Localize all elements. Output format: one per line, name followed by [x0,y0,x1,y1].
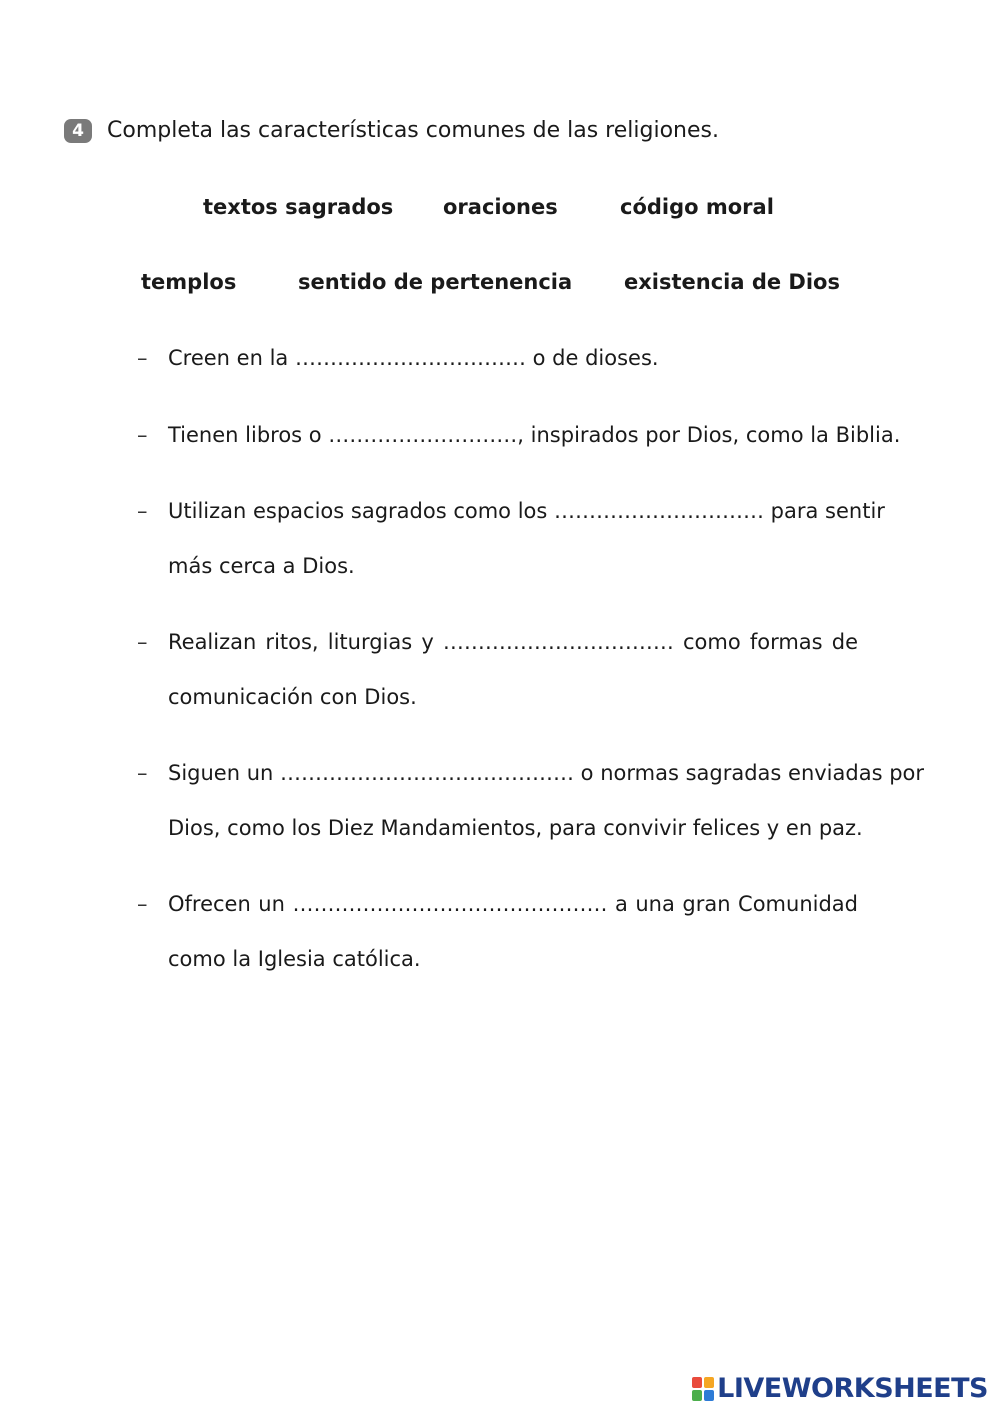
item-text-line: Siguen un …………………………………… o normas sagradas enviadas por [168,761,925,785]
logo-text: LIVEWORKSHEETS [717,1373,988,1404]
word-bank-item[interactable]: templos [141,270,237,294]
liveworksheets-logo [692,1373,988,1404]
item-text-line: Dios, como los Diez Mandamientos, para convivir felices y en paz. [168,816,863,840]
exercise-number-badge: 4 [64,119,92,143]
logo-grid-icon [692,1377,714,1401]
item-text-line: Tienen libros o ………………………, inspirados por Dios, como la Biblia. [168,423,901,447]
word-bank-item[interactable]: oraciones [443,195,558,219]
exercise-header [64,118,719,143]
list-dash: – [137,423,148,447]
item-text-line: Ofrecen un ……………………………………… a una gran Comunidad [168,892,858,916]
logo-square-red [692,1377,702,1388]
logo-square-orange [704,1377,714,1388]
word-bank-item[interactable]: existencia de Dios [624,270,840,294]
item-text-line: comunicación con Dios. [168,685,417,709]
list-dash: – [137,346,148,370]
list-dash: – [137,499,148,523]
list-dash: – [137,630,148,654]
logo-square-green [692,1390,702,1401]
exercise-instruction: Completa las características comunes de las religiones. [107,118,719,143]
word-bank-item[interactable]: sentido de pertenencia [298,270,573,294]
word-bank-item[interactable]: textos sagrados [203,195,394,219]
item-text-line: Realizan ritos, liturgias y …………………………… como formas de [168,630,858,654]
word-bank-item[interactable]: código moral [620,195,774,219]
item-text-line: como la Iglesia católica. [168,947,421,971]
item-text-line: Utilizan espacios sagrados como los ………………………… para sentir [168,499,885,523]
item-text-line: más cerca a Dios. [168,554,355,578]
list-dash: – [137,761,148,785]
list-dash: – [137,892,148,916]
logo-square-blue [704,1390,714,1401]
item-text-line: Creen en la …………………………… o de dioses. [168,346,659,370]
